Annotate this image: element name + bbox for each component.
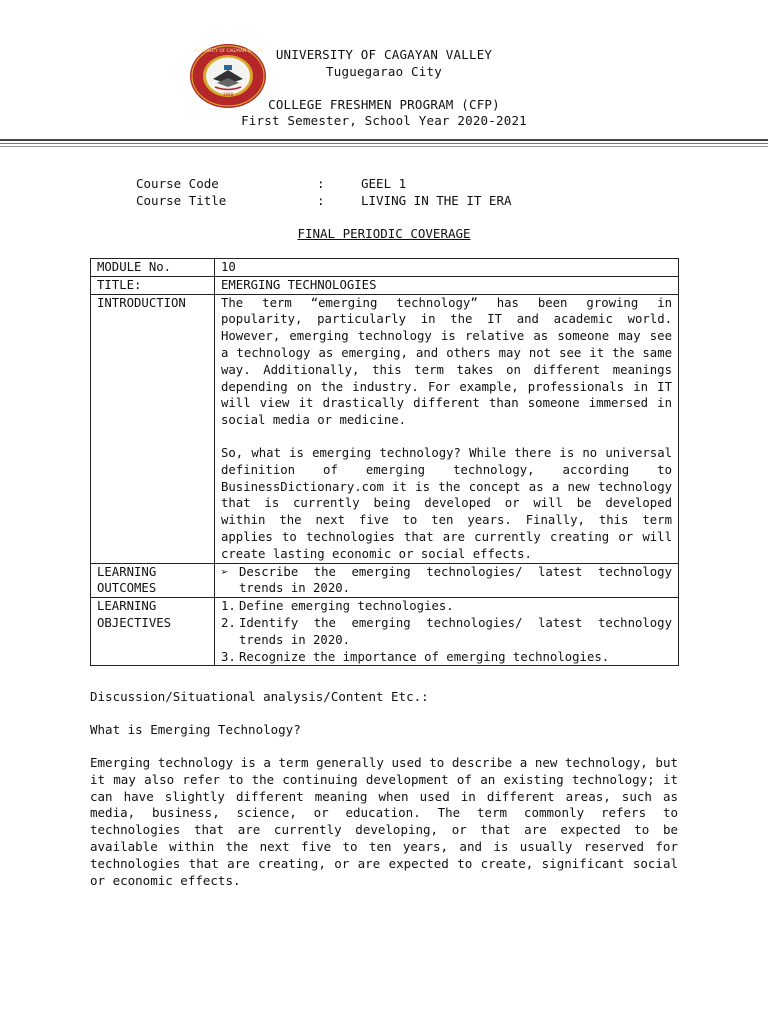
course-code-separator: :	[317, 176, 325, 191]
module-no-label: MODULE No.	[91, 259, 215, 277]
arrow-bullet-icon: ➢	[221, 564, 229, 579]
table-row	[91, 276, 679, 294]
header-divider-thin	[0, 146, 768, 147]
header-divider-thick	[0, 139, 768, 141]
module-table	[90, 258, 679, 666]
university-name: UNIVERSITY OF CAGAYAN VALLEY	[275, 47, 493, 62]
table-row	[91, 259, 679, 277]
learning-objectives-cell	[215, 598, 679, 666]
coverage-heading: FINAL PERIODIC COVERAGE	[297, 226, 471, 241]
discussion-heading: Discussion/Situational analysis/Content Etc.:	[90, 689, 429, 704]
objective-item: 3. Recognize the importance of emerging technologies.	[221, 649, 610, 664]
coverage-heading-wrap	[0, 226, 768, 241]
learning-objectives-label: LEARNING OBJECTIVES	[91, 598, 215, 666]
table-row	[91, 563, 679, 598]
title-value: EMERGING TECHNOLOGIES	[215, 276, 679, 294]
learning-outcome-text: Describe the emerging technologies/ latest technology trends in 2020.	[239, 564, 672, 596]
objective-item: 2. Identify the emerging technologies/ latest technology trends in 2020.	[221, 615, 672, 647]
introduction-cell	[215, 294, 679, 563]
city-name: Tuguegarao City	[326, 64, 442, 79]
module-no-value: 10	[215, 259, 679, 277]
learning-outcomes-cell	[215, 563, 679, 598]
semester-line: First Semester, School Year 2020-2021	[241, 113, 527, 128]
section-question: What is Emerging Technology?	[90, 722, 301, 737]
title-label: TITLE:	[91, 276, 215, 294]
body-paragraph: Emerging technology is a term generally used to describe a new technology, but it may also refer to the continuing development of an existing technology; it can have slightly different meaning when used in different areas, such as media, business, science, or education. The term commonly refers to technologies that are currently developing, or that are expected to be available within the next five to ten years, and is usually reserved for technologies that are creating, or are expected to create, significant social or economic effects.	[90, 755, 678, 888]
svg-text:1948: 1948	[222, 92, 234, 97]
table-row	[91, 294, 679, 563]
introduction-paragraph-1: The term “emerging technology” has been growing in popularity, particularly in the IT and academic world. However, emerging technology is relative as someone may see a technology as emerging, and others may not see it the same way. Additionally, this term takes on different meanings depending on the industry. For example, professionals in IT will view it drastically different than someone immersed in social media or medicine.	[221, 295, 672, 428]
introduction-paragraph-2: So, what is emerging technology? While there is no universal definition of emerging technology, according to BusinessDictionary.com it is the concept as a new technology that is currently being developed or will be developed within the next five to ten years. Finally, this term applies to technologies that are currently creating or will create lasting economic or social effects.	[221, 445, 672, 561]
course-code-value: GEEL 1	[361, 176, 407, 191]
introduction-label: INTRODUCTION	[91, 294, 215, 563]
course-title-separator: :	[317, 193, 325, 208]
course-title-label: Course Title	[136, 193, 227, 208]
objective-item: 1. Define emerging technologies.	[221, 599, 454, 614]
course-code-label: Course Code	[136, 176, 219, 191]
seal-ring-text: UNIVERSITY OF CAGAYAN VALLEY	[193, 48, 263, 53]
table-row	[91, 598, 679, 666]
document-header	[0, 0, 768, 150]
program-name: COLLEGE FRESHMEN PROGRAM (CFP)	[268, 97, 500, 112]
learning-outcomes-label: LEARNING OUTCOMES	[91, 563, 215, 598]
header-divider-mid	[0, 143, 768, 144]
course-title-value: LIVING IN THE IT ERA	[361, 193, 512, 208]
